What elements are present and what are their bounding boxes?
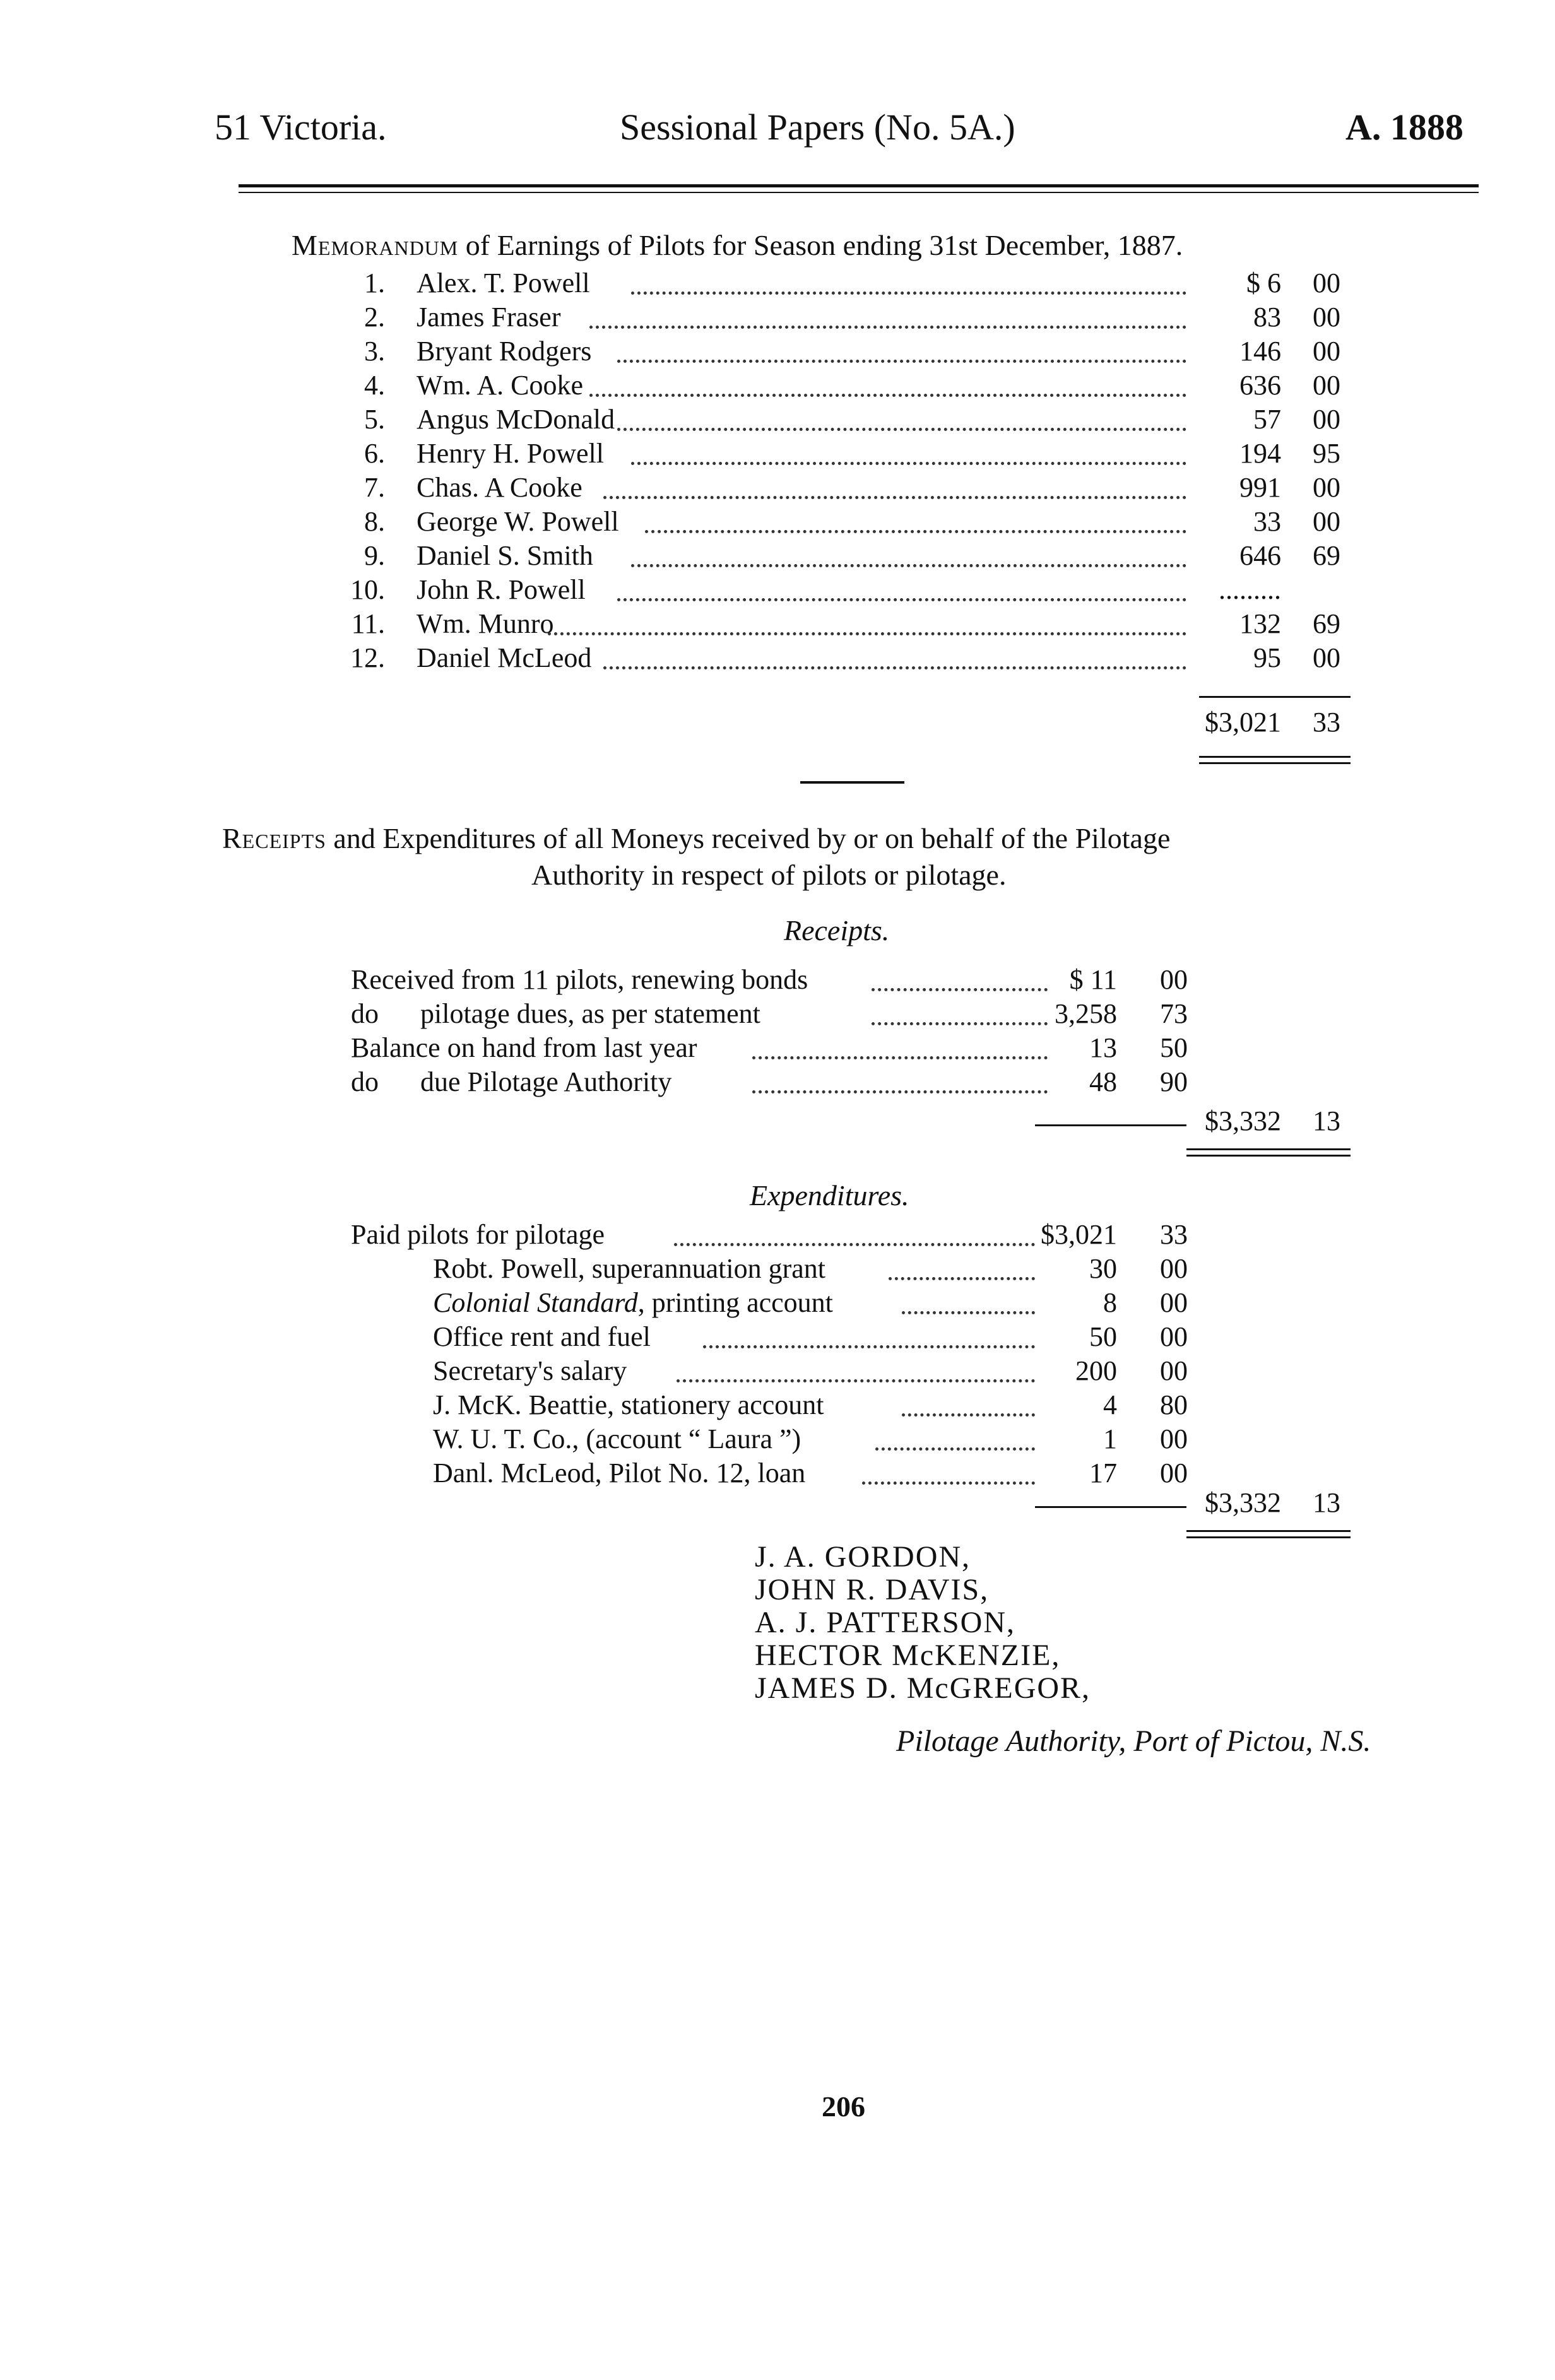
expenditures-total-rule-1 xyxy=(1186,1530,1351,1532)
memo-row-name: Wm. Munro xyxy=(417,608,554,639)
signatory-name: JOHN R. DAVIS, xyxy=(755,1573,990,1606)
memo-row-cents: 00 xyxy=(1313,642,1340,673)
expenditures-total-rule-2 xyxy=(1186,1536,1351,1538)
receipts-heading: Receipts. xyxy=(784,914,890,946)
expenditure-row-italic: Colonial Standard xyxy=(433,1287,638,1318)
memo-row-name: George W. Powell xyxy=(417,506,619,537)
header-right: A. 1888 xyxy=(1345,107,1463,148)
memo-row-leader xyxy=(631,462,1186,465)
memo-row-name: Daniel McLeod xyxy=(417,642,592,673)
expenditure-row-dollars: 50 xyxy=(1089,1321,1117,1352)
expenditure-row-dollars: $3,021 xyxy=(1041,1219,1117,1250)
expenditure-row-leader xyxy=(674,1243,1035,1246)
memo-row-dollars: 95 xyxy=(1253,642,1281,673)
expenditure-row-dollars: 4 xyxy=(1103,1389,1117,1420)
memo-row-number: 4. xyxy=(364,370,385,401)
expenditure-row-leader xyxy=(862,1482,1035,1485)
receipt-row-dollars: 13 xyxy=(1089,1032,1117,1063)
expenditure-row-label xyxy=(433,1456,805,1490)
memo-row-name: James Fraser xyxy=(417,302,561,333)
receipt-row-label: Balance on hand from last year xyxy=(351,1032,697,1063)
header-center: Sessional Papers (No. 5A.) xyxy=(620,107,1015,148)
expenditure-row-cents: 00 xyxy=(1160,1253,1188,1284)
expenditure-row-label xyxy=(351,1218,605,1252)
expenditure-row-text: , printing account xyxy=(637,1287,833,1318)
header-rule-top xyxy=(239,184,1479,187)
expenditure-row-dollars: 17 xyxy=(1089,1458,1117,1488)
section-divider xyxy=(800,781,904,784)
memo-row-dollars: 146 xyxy=(1239,336,1281,367)
memo-row-leader xyxy=(589,394,1186,397)
expenditure-row-cents: 00 xyxy=(1160,1423,1188,1454)
memo-row-cents: 69 xyxy=(1313,608,1340,639)
memorandum-title-caps: Memorandum xyxy=(292,229,459,261)
memo-row-number: 8. xyxy=(364,506,385,537)
receipts-total-rule-2 xyxy=(1186,1155,1351,1157)
memo-row-name: Bryant Rodgers xyxy=(417,336,592,367)
expenditure-row-leader xyxy=(677,1379,1035,1382)
memo-row-cents: 69 xyxy=(1313,540,1340,571)
expenditure-row-text: Secretary's salary xyxy=(433,1355,627,1386)
memorandum-total-rule-1 xyxy=(1199,756,1351,758)
memo-row-number: 11. xyxy=(351,608,385,639)
memo-row-number: 10. xyxy=(350,574,385,605)
signatory-name: HECTOR McKENZIE, xyxy=(755,1639,1061,1672)
memo-row-cents: 00 xyxy=(1313,404,1340,435)
receipts-intro-line1 xyxy=(222,822,1170,855)
signatory-name: A. J. PATTERSON, xyxy=(755,1606,1015,1639)
receipt-row-label: do pilotage dues, as per statement xyxy=(351,998,760,1029)
memo-row-number: 2. xyxy=(364,302,385,333)
receipts-intro-text: and Expenditures of all Moneys received by or on behalf of the Pilotage xyxy=(326,822,1171,854)
receipt-row-dollars: 3,258 xyxy=(1055,998,1117,1029)
memo-row-dollars: 57 xyxy=(1253,404,1281,435)
expenditures-total-cents: 13 xyxy=(1313,1487,1340,1518)
receipt-row-leader xyxy=(752,1056,1048,1059)
memo-row-leader xyxy=(589,326,1186,329)
memorandum-sum-rule xyxy=(1199,696,1351,698)
receipt-row-label: Received from 11 pilots, renewing bonds xyxy=(351,964,808,995)
expenditure-row-text: Danl. McLeod, Pilot No. 12, loan xyxy=(433,1458,806,1488)
expenditure-row-label xyxy=(433,1320,651,1354)
memo-row-cents: 00 xyxy=(1313,268,1340,298)
memo-row-leader xyxy=(645,530,1186,533)
page-number: 206 xyxy=(822,2090,865,2123)
memo-row-name: Wm. A. Cooke xyxy=(417,370,583,401)
memo-row-dollars: 132 xyxy=(1239,608,1281,639)
expenditure-row-text: J. McK. Beattie, stationery account xyxy=(433,1389,824,1420)
header-rule-bottom xyxy=(239,192,1479,193)
receipt-row-cents: 90 xyxy=(1160,1066,1188,1097)
memorandum-total-rule-2 xyxy=(1199,762,1351,764)
memo-row-name: John R. Powell xyxy=(417,574,586,605)
memo-row-leader xyxy=(631,564,1186,567)
memo-row-name: Henry H. Powell xyxy=(417,438,604,469)
expenditure-row-cents: 33 xyxy=(1160,1219,1188,1250)
memo-row-dollars: 194 xyxy=(1239,438,1281,469)
expenditure-row-dollars: 8 xyxy=(1103,1287,1117,1318)
memo-row-number: 7. xyxy=(364,472,385,503)
receipt-row-cents: 00 xyxy=(1160,964,1188,995)
expenditure-row-text: Paid pilots for pilotage xyxy=(351,1219,605,1250)
receipt-row-cents: 50 xyxy=(1160,1032,1188,1063)
memo-row-number: 12. xyxy=(350,642,385,673)
expenditure-row-label xyxy=(433,1422,801,1456)
receipts-total-dollars: $3,332 xyxy=(1205,1105,1281,1136)
receipts-total-cents: 13 xyxy=(1313,1105,1340,1136)
expenditures-total-dollars: $3,332 xyxy=(1205,1487,1281,1518)
receipt-row-cents: 73 xyxy=(1160,998,1188,1029)
receipt-row-dollars: 48 xyxy=(1089,1066,1117,1097)
memorandum-title xyxy=(292,228,1183,262)
memo-row-dollars: 991 xyxy=(1239,472,1281,503)
signatory-name: JAMES D. McGREGOR, xyxy=(755,1671,1091,1705)
receipts-intro-line2: Authority in respect of pilots or pilotage. xyxy=(531,859,1007,891)
memo-row-dollars: 646 xyxy=(1239,540,1281,571)
memo-row-leader xyxy=(603,666,1186,669)
expenditure-row-dollars: 30 xyxy=(1089,1253,1117,1284)
receipts-total-rule-1 xyxy=(1186,1148,1351,1150)
receipt-row-label: do due Pilotage Authority xyxy=(351,1066,672,1097)
expenditures-total-dash xyxy=(1035,1506,1186,1508)
memo-row-name: Angus McDonald xyxy=(417,404,615,435)
memo-row-cents: 00 xyxy=(1313,506,1340,537)
memo-row-cents: 00 xyxy=(1313,472,1340,503)
header-left: 51 Victoria. xyxy=(215,107,387,148)
memo-row-leader xyxy=(617,428,1186,431)
memo-row-number: 9. xyxy=(364,540,385,571)
expenditure-row-cents: 00 xyxy=(1160,1355,1188,1386)
memo-row-dollars: 83 xyxy=(1253,302,1281,333)
expenditure-row-dollars: 1 xyxy=(1103,1423,1117,1454)
memo-row-name: Daniel S. Smith xyxy=(417,540,593,571)
expenditure-row-text: Office rent and fuel xyxy=(433,1321,651,1352)
memo-row-number: 6. xyxy=(364,438,385,469)
memo-row-name: Alex. T. Powell xyxy=(417,268,590,298)
expenditures-heading: Expenditures. xyxy=(750,1179,909,1211)
memo-row-cents: 00 xyxy=(1313,336,1340,367)
expenditure-row-cents: 80 xyxy=(1160,1389,1188,1420)
signatory-name: J. A. GORDON, xyxy=(755,1540,971,1574)
memo-row-number: 5. xyxy=(364,404,385,435)
expenditure-row-text: W. U. T. Co., (account “ Laura ”) xyxy=(433,1423,801,1454)
memorandum-total-cents: 33 xyxy=(1313,707,1340,738)
expenditure-row-label xyxy=(433,1354,627,1388)
receipt-row-leader xyxy=(752,1090,1048,1093)
receipts-total-dash xyxy=(1035,1124,1186,1126)
memo-row-cents: 00 xyxy=(1313,302,1340,333)
memorandum-total-dollars: $3,021 xyxy=(1205,707,1281,738)
expenditure-row-leader xyxy=(703,1345,1035,1348)
memo-row-dollars: 33 xyxy=(1253,506,1281,537)
receipt-row-dollars: $ 11 xyxy=(1069,964,1117,995)
memo-row-leader xyxy=(617,360,1186,363)
memo-row-leader xyxy=(548,632,1186,635)
memo-row-cents: 95 xyxy=(1313,438,1340,469)
memo-row-leader xyxy=(631,292,1186,295)
memo-row-dollars: $ 6 xyxy=(1246,268,1281,298)
expenditure-row-label xyxy=(433,1286,833,1320)
memo-row-dollars: 636 xyxy=(1239,370,1281,401)
signatories-authority: Pilotage Authority, Port of Pictou, N.S. xyxy=(896,1724,1371,1758)
memo-row-leader xyxy=(603,496,1186,499)
expenditure-row-label xyxy=(433,1252,825,1286)
expenditure-row-dollars: 200 xyxy=(1075,1355,1117,1386)
receipts-intro-caps: Receipts xyxy=(222,822,326,854)
memo-row-leader xyxy=(617,598,1186,601)
memo-row-dollars: ......... xyxy=(1219,574,1281,605)
expenditure-row-cents: 00 xyxy=(1160,1458,1188,1488)
expenditure-row-label xyxy=(433,1388,824,1422)
expenditure-row-cents: 00 xyxy=(1160,1321,1188,1352)
memo-row-cents: 00 xyxy=(1313,370,1340,401)
expenditure-row-cents: 00 xyxy=(1160,1287,1188,1318)
memorandum-title-rest: of Earnings of Pilots for Season ending 31st December, 1887. xyxy=(458,229,1183,261)
memo-row-name: Chas. A Cooke xyxy=(417,472,582,503)
expenditure-row-text: Robt. Powell, superannuation grant xyxy=(433,1253,826,1284)
memo-row-number: 3. xyxy=(364,336,385,367)
memo-row-number: 1. xyxy=(364,268,385,298)
